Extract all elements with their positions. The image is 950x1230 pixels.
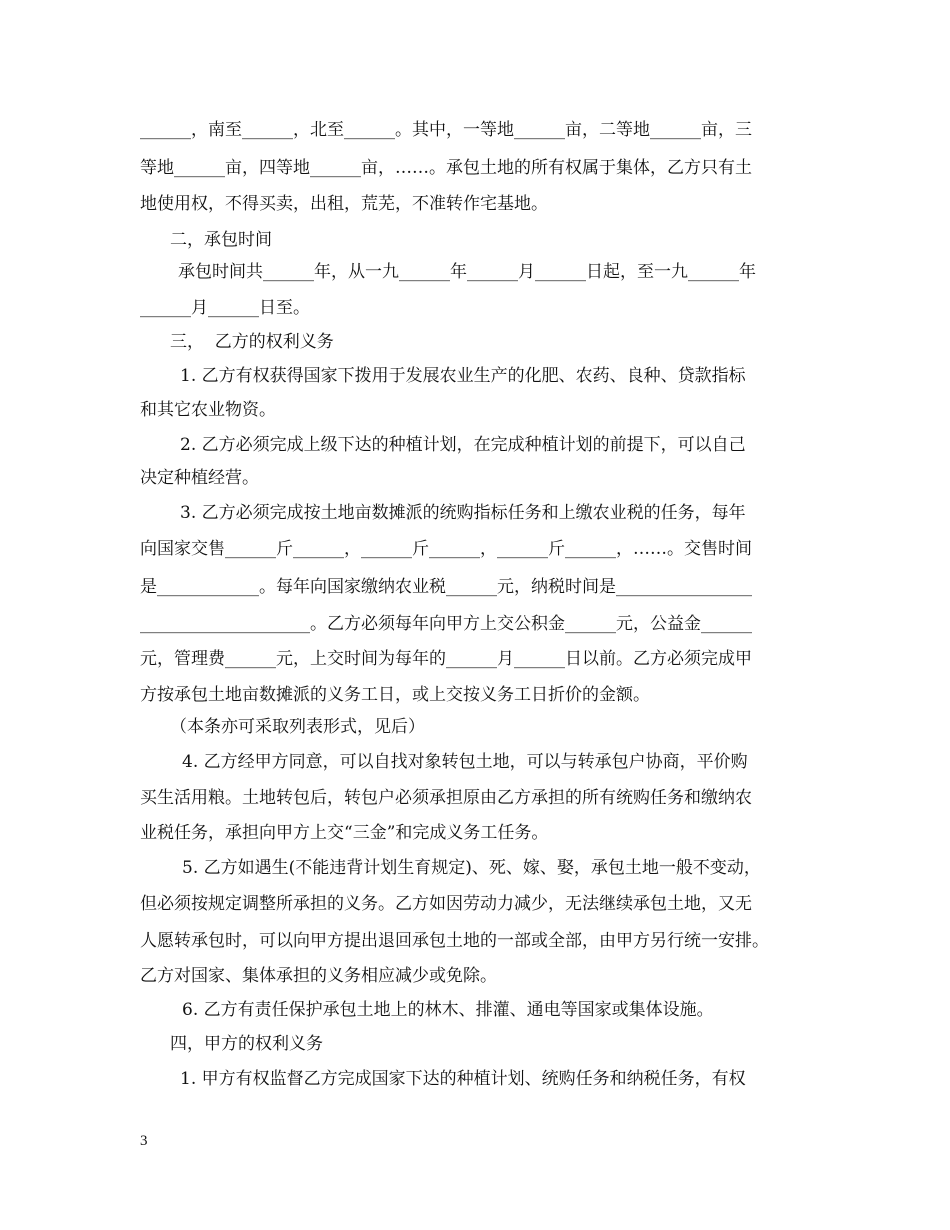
text-line: 1. 乙方有权获得国家下拨用于发展农业生产的化肥、农药、良种、贷款指标 (180, 366, 746, 386)
text-line: 6. 乙方有责任保护承包土地上的林木、排灌、通电等国家或集体设施。 (182, 1000, 714, 1020)
text-line: 但必须按规定调整所承担的义务。乙方如因劳动力减少，无法继续承包土地，又无 (140, 894, 752, 914)
text-line: 买生活用粮。土地转包后，转包户必须承担原由乙方承担的所有统购任务和缴纳农 (140, 788, 752, 808)
section-heading: 二，承包时间 (170, 230, 272, 250)
text-line: 5. 乙方如遇生(不能违背计划生育规定)、死、嫁、娶，承包土地一般不变动， (182, 858, 761, 878)
text-line: 方按承包土地亩数摊派的义务工日，或上交按义务工日折价的金额。 (140, 685, 650, 705)
text-line: 2. 乙方必须完成上级下达的种植计划，在完成种植计划的前提下，可以自己 (180, 435, 746, 455)
text-line: 业税任务，承担向甲方上交“三金”和完成义务工任务。 (140, 823, 549, 843)
text-line: 和其它农业物资。 (140, 400, 276, 420)
text-line: 承包时间共______年，从一九______年______月______日起，至一九______年 (178, 262, 756, 282)
text-line: 人愿转承包时，可以向甲方提出退回承包土地的一部或全部，由甲方另行统一安排。 (140, 931, 769, 951)
section-heading: 四，甲方的权利义务 (170, 1034, 323, 1054)
text-line: 3. 乙方必须完成按土地亩数摊派的统购指标任务和上缴农业税的任务，每年 (180, 503, 746, 523)
text-line: ______月______日至。 (140, 298, 310, 318)
section-heading: 三， 乙方的权利义务 (170, 332, 334, 352)
text-line: 等地______亩，四等地______亩，……。承包土地的所有权属于集体，乙方只有土 (140, 158, 752, 178)
text-line: 乙方对国家、集体承担的义务相应减少或免除。 (140, 966, 497, 986)
text-line: 是____________。每年向国家缴纳农业税______元，纳税时间是________________ (140, 577, 752, 597)
text-line: 向国家交售______斤______，______斤______，______斤______，……。交售时间 (140, 539, 752, 559)
text-line: 4. 乙方经甲方同意，可以自找对象转包土地，可以与转承包户协商，平价购 (182, 752, 748, 772)
text-line: ____________________。乙方必须每年向甲方上交公积金______元，公益金______ (140, 614, 752, 634)
page-number: 3 (140, 1133, 148, 1149)
text-line: 元，管理费______元，上交时间为每年的______月______日以前。乙方必须完成甲 (140, 649, 752, 669)
note-line: （本条亦可采取列表形式，见后） (170, 717, 425, 737)
text-line: 决定种植经营。 (140, 468, 259, 488)
text-line: ______，南至______，北至______。其中，一等地______亩，二等地______亩，三 (140, 120, 752, 140)
text-line: 1. 甲方有权监督乙方完成国家下达的种植计划、统购任务和纳税任务，有权 (180, 1069, 746, 1089)
text-line: 地使用权，不得买卖，出租，荒芜，不准转作宅基地。 (140, 194, 548, 214)
